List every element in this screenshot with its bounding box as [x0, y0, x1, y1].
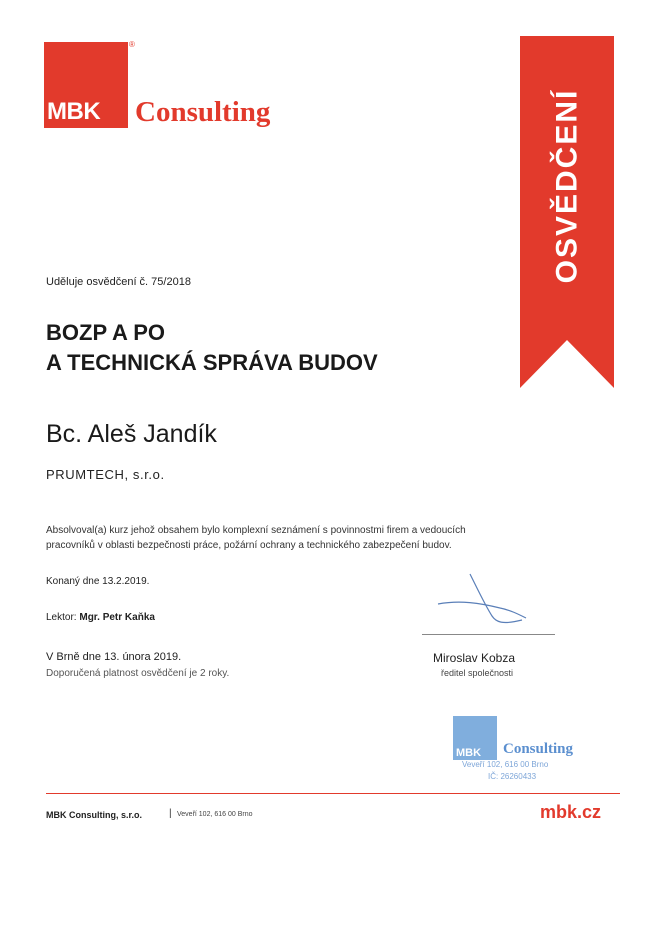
course-title	[46, 318, 378, 378]
stamp-logo	[453, 716, 497, 760]
logo-mark: MBK	[47, 98, 101, 125]
course-date: Konaný dne 13.2.2019.	[46, 576, 150, 587]
stamp-ic: IČ: 26260433	[488, 772, 537, 781]
course-title-line1: BOZP A PO	[46, 320, 165, 345]
registered-mark: ®	[129, 40, 135, 49]
lector-name: Mgr. Petr Kaňka	[79, 612, 155, 623]
stamp-mark: MBK	[456, 747, 482, 759]
ribbon-label-wrap	[520, 36, 614, 336]
signature-image	[430, 570, 540, 630]
footer-website: mbk.cz	[540, 802, 602, 822]
place-date: V Brně dne 13. února 2019.	[46, 651, 182, 663]
stamp-name: Consulting	[503, 741, 574, 757]
footer-company: MBK Consulting, s.r.o.	[46, 810, 142, 820]
certificate-number: Uděluje osvědčení č. 75/2018	[46, 276, 191, 288]
logo-name: Consulting	[135, 96, 271, 128]
course-description	[46, 523, 526, 553]
footer-divider	[46, 793, 620, 794]
ribbon-label: OSVĚDČENÍ	[550, 88, 583, 284]
description-line2: pracovníků v oblasti bezpečnosti práce, požární ochrany a technického zabezpečení budov.	[46, 540, 452, 551]
footer-address: Veveří 102, 616 00 Brno	[177, 811, 253, 818]
recipient-company: PRUMTECH, s.r.o.	[46, 467, 165, 482]
description-line1: Absolvoval(a) kurz jehož obsahem bylo komplexní seznámení s povinnostmi firem a vedoucích	[46, 525, 466, 536]
footer-separator: |	[169, 808, 172, 819]
stamp-address: Veveří 102, 616 00 Brno	[462, 760, 549, 769]
lector	[46, 612, 155, 623]
signatory-name: Miroslav Kobza	[433, 651, 516, 665]
lector-label: Lektor:	[46, 612, 77, 623]
recipient-name: Bc. Aleš Jandík	[46, 420, 217, 448]
validity-note: Doporučená platnost osvědčení je 2 roky.	[46, 668, 230, 679]
course-title-line2: A TECHNICKÁ SPRÁVA BUDOV	[46, 350, 378, 375]
signatory-role: ředitel společnosti	[441, 668, 514, 678]
company-logo	[44, 42, 128, 128]
signature-line	[422, 634, 555, 635]
